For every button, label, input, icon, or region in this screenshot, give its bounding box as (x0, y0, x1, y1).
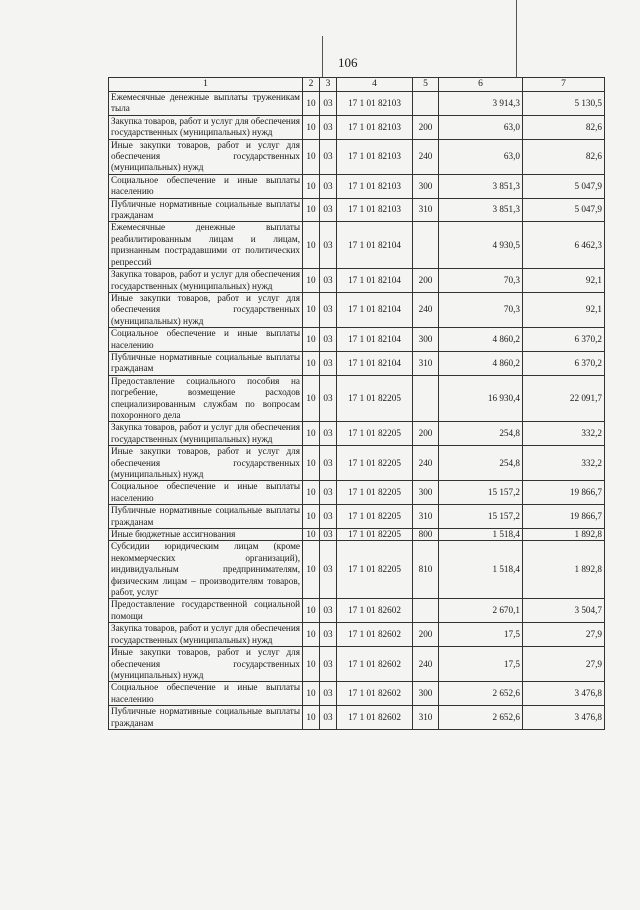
row-target-article: 17 1 01 82602 (337, 706, 413, 730)
row-amount-2: 3 476,8 (523, 682, 605, 706)
row-expense-type: 310 (413, 706, 439, 730)
row-amount-1: 70,3 (439, 269, 523, 293)
row-target-article: 17 1 01 82103 (337, 139, 413, 174)
row-amount-1: 2 652,6 (439, 706, 523, 730)
row-amount-2: 19 866,7 (523, 505, 605, 529)
row-expense-type: 810 (413, 541, 439, 599)
row-subsection: 03 (320, 351, 337, 375)
row-subsection: 03 (320, 292, 337, 327)
row-subsection: 03 (320, 623, 337, 647)
table-body (109, 92, 605, 730)
row-amount-1: 1 518,4 (439, 541, 523, 599)
row-target-article: 17 1 01 82205 (337, 375, 413, 422)
table-row (109, 292, 605, 327)
row-section: 10 (303, 599, 320, 623)
row-name: Ежемесячные денежные выплаты реабилитированным лицам и лицам, признанным пострадавшими от политических репрессий (109, 222, 303, 269)
row-amount-2: 6 370,2 (523, 351, 605, 375)
row-name: Публичные нормативные социальные выплаты гражданам (109, 351, 303, 375)
row-amount-1: 63,0 (439, 115, 523, 139)
row-amount-2: 6 370,2 (523, 328, 605, 352)
row-name: Иные закупки товаров, работ и услуг для обеспечения государственных (муниципальных) нужд (109, 647, 303, 682)
row-amount-1: 15 157,2 (439, 481, 523, 505)
row-subsection: 03 (320, 706, 337, 730)
column-header-3: 3 (320, 78, 337, 92)
row-subsection: 03 (320, 505, 337, 529)
row-amount-2: 19 866,7 (523, 481, 605, 505)
row-section: 10 (303, 198, 320, 222)
row-name: Закупка товаров, работ и услуг для обеспечения государственных (муниципальных) нужд (109, 115, 303, 139)
row-amount-2: 27,9 (523, 647, 605, 682)
row-subsection: 03 (320, 222, 337, 269)
row-expense-type: 200 (413, 422, 439, 446)
table-row (109, 505, 605, 529)
row-amount-1: 63,0 (439, 139, 523, 174)
row-section: 10 (303, 706, 320, 730)
row-name: Закупка товаров, работ и услуг для обеспечения государственных (муниципальных) нужд (109, 623, 303, 647)
row-target-article: 17 1 01 82602 (337, 599, 413, 623)
row-target-article: 17 1 01 82104 (337, 269, 413, 293)
row-target-article: 17 1 01 82602 (337, 682, 413, 706)
table-row (109, 222, 605, 269)
table-row (109, 422, 605, 446)
row-expense-type: 200 (413, 269, 439, 293)
row-subsection: 03 (320, 115, 337, 139)
row-amount-2: 22 091,7 (523, 375, 605, 422)
row-expense-type: 200 (413, 115, 439, 139)
row-target-article: 17 1 01 82103 (337, 115, 413, 139)
table-row (109, 529, 605, 541)
row-expense-type: 240 (413, 446, 439, 481)
row-subsection: 03 (320, 682, 337, 706)
row-section: 10 (303, 328, 320, 352)
row-section: 10 (303, 292, 320, 327)
row-amount-2: 3 504,7 (523, 599, 605, 623)
row-section: 10 (303, 422, 320, 446)
column-header-2: 2 (303, 78, 320, 92)
scan-line-right (516, 0, 517, 78)
row-target-article: 17 1 01 82104 (337, 328, 413, 352)
table-row (109, 682, 605, 706)
column-header-5: 5 (413, 78, 439, 92)
row-section: 10 (303, 481, 320, 505)
row-name: Субсидии юридическим лицам (кроме некоммерческих организаций), индивидуальным предпринимателям, физическим лицам – производителям товаров, работ, услуг (109, 541, 303, 599)
row-target-article: 17 1 01 82205 (337, 529, 413, 541)
row-name: Социальное обеспечение и иные выплаты населению (109, 328, 303, 352)
row-target-article: 17 1 01 82205 (337, 422, 413, 446)
row-amount-2: 332,2 (523, 422, 605, 446)
row-subsection: 03 (320, 541, 337, 599)
row-expense-type: 200 (413, 623, 439, 647)
column-header-1: 1 (109, 78, 303, 92)
row-amount-2: 3 476,8 (523, 706, 605, 730)
row-amount-1: 254,8 (439, 446, 523, 481)
page-number: 106 (338, 55, 358, 70)
row-amount-2: 82,6 (523, 115, 605, 139)
row-target-article: 17 1 01 82103 (337, 174, 413, 198)
row-expense-type: 310 (413, 505, 439, 529)
row-expense-type (413, 599, 439, 623)
table-row (109, 706, 605, 730)
row-amount-1: 17,5 (439, 623, 523, 647)
row-expense-type: 300 (413, 174, 439, 198)
row-target-article: 17 1 01 82602 (337, 647, 413, 682)
row-expense-type (413, 92, 439, 116)
table-row (109, 139, 605, 174)
row-amount-1: 3 914,3 (439, 92, 523, 116)
row-amount-2: 6 462,3 (523, 222, 605, 269)
row-name: Иные закупки товаров, работ и услуг для обеспечения государственных (муниципальных) нужд (109, 446, 303, 481)
row-name: Социальное обеспечение и иные выплаты населению (109, 682, 303, 706)
row-target-article: 17 1 01 82104 (337, 351, 413, 375)
table-row (109, 599, 605, 623)
row-section: 10 (303, 115, 320, 139)
row-section: 10 (303, 647, 320, 682)
table-row (109, 541, 605, 599)
row-name: Социальное обеспечение и иные выплаты населению (109, 174, 303, 198)
row-name: Публичные нормативные социальные выплаты гражданам (109, 505, 303, 529)
row-subsection: 03 (320, 375, 337, 422)
row-name: Иные закупки товаров, работ и услуг для обеспечения государственных (муниципальных) нужд (109, 292, 303, 327)
row-expense-type: 300 (413, 481, 439, 505)
row-section: 10 (303, 682, 320, 706)
row-expense-type: 300 (413, 682, 439, 706)
row-subsection: 03 (320, 92, 337, 116)
row-amount-1: 17,5 (439, 647, 523, 682)
row-subsection: 03 (320, 481, 337, 505)
row-amount-1: 254,8 (439, 422, 523, 446)
column-number-row (109, 78, 605, 92)
row-subsection: 03 (320, 269, 337, 293)
row-subsection: 03 (320, 328, 337, 352)
column-header-7: 7 (523, 78, 605, 92)
budget-table (108, 77, 605, 730)
row-expense-type: 240 (413, 647, 439, 682)
row-target-article: 17 1 01 82103 (337, 92, 413, 116)
row-amount-2: 5 047,9 (523, 198, 605, 222)
row-expense-type: 800 (413, 529, 439, 541)
row-target-article: 17 1 01 82205 (337, 505, 413, 529)
table-row (109, 269, 605, 293)
row-section: 10 (303, 505, 320, 529)
row-section: 10 (303, 269, 320, 293)
row-subsection: 03 (320, 647, 337, 682)
row-amount-2: 1 892,8 (523, 541, 605, 599)
row-amount-2: 92,1 (523, 269, 605, 293)
row-amount-1: 3 851,3 (439, 174, 523, 198)
row-name: Ежемесячные денежные выплаты труженикам тыла (109, 92, 303, 116)
table-row (109, 647, 605, 682)
row-target-article: 17 1 01 82104 (337, 222, 413, 269)
row-subsection: 03 (320, 198, 337, 222)
row-name: Иные закупки товаров, работ и услуг для обеспечения государственных (муниципальных) нужд (109, 139, 303, 174)
row-amount-1: 4 860,2 (439, 351, 523, 375)
row-amount-1: 15 157,2 (439, 505, 523, 529)
row-subsection: 03 (320, 599, 337, 623)
row-target-article: 17 1 01 82205 (337, 446, 413, 481)
row-section: 10 (303, 375, 320, 422)
scan-line-left (322, 36, 323, 78)
row-section: 10 (303, 529, 320, 541)
column-header-6: 6 (439, 78, 523, 92)
row-target-article: 17 1 01 82103 (337, 198, 413, 222)
row-name: Публичные нормативные социальные выплаты гражданам (109, 706, 303, 730)
row-subsection: 03 (320, 422, 337, 446)
row-amount-1: 2 670,1 (439, 599, 523, 623)
row-amount-2: 5 047,9 (523, 174, 605, 198)
row-amount-2: 27,9 (523, 623, 605, 647)
row-section: 10 (303, 446, 320, 481)
row-amount-1: 16 930,4 (439, 375, 523, 422)
row-expense-type (413, 375, 439, 422)
table-row (109, 328, 605, 352)
row-amount-1: 4 860,2 (439, 328, 523, 352)
row-section: 10 (303, 174, 320, 198)
row-amount-2: 5 130,5 (523, 92, 605, 116)
table-row (109, 174, 605, 198)
column-header-4: 4 (337, 78, 413, 92)
row-expense-type: 240 (413, 292, 439, 327)
row-name: Социальное обеспечение и иные выплаты населению (109, 481, 303, 505)
row-target-article: 17 1 01 82205 (337, 481, 413, 505)
row-amount-2: 82,6 (523, 139, 605, 174)
row-name: Закупка товаров, работ и услуг для обеспечения государственных (муниципальных) нужд (109, 269, 303, 293)
row-subsection: 03 (320, 174, 337, 198)
table-row (109, 623, 605, 647)
row-section: 10 (303, 623, 320, 647)
table-row (109, 92, 605, 116)
row-name: Предоставление социального пособия на погребение, возмещение расходов специализированным службам по вопросам похоронного дела (109, 375, 303, 422)
table-row (109, 375, 605, 422)
row-target-article: 17 1 01 82602 (337, 623, 413, 647)
row-amount-2: 1 892,8 (523, 529, 605, 541)
row-amount-2: 92,1 (523, 292, 605, 327)
row-amount-1: 1 518,4 (439, 529, 523, 541)
row-name: Предоставление государственной социальной помощи (109, 599, 303, 623)
row-section: 10 (303, 222, 320, 269)
row-target-article: 17 1 01 82104 (337, 292, 413, 327)
row-expense-type: 310 (413, 351, 439, 375)
row-amount-2: 332,2 (523, 446, 605, 481)
row-name: Иные бюджетные ассигнования (109, 529, 303, 541)
table-row (109, 198, 605, 222)
row-section: 10 (303, 92, 320, 116)
table-row (109, 351, 605, 375)
row-name: Публичные нормативные социальные выплаты гражданам (109, 198, 303, 222)
row-subsection: 03 (320, 139, 337, 174)
row-expense-type (413, 222, 439, 269)
table-row (109, 115, 605, 139)
row-section: 10 (303, 139, 320, 174)
row-expense-type: 240 (413, 139, 439, 174)
table-row (109, 481, 605, 505)
row-target-article: 17 1 01 82205 (337, 541, 413, 599)
table-row (109, 446, 605, 481)
row-subsection: 03 (320, 529, 337, 541)
row-expense-type: 300 (413, 328, 439, 352)
row-amount-1: 70,3 (439, 292, 523, 327)
row-amount-1: 4 930,5 (439, 222, 523, 269)
row-section: 10 (303, 351, 320, 375)
row-amount-1: 3 851,3 (439, 198, 523, 222)
row-subsection: 03 (320, 446, 337, 481)
row-amount-1: 2 652,6 (439, 682, 523, 706)
row-section: 10 (303, 541, 320, 599)
row-expense-type: 310 (413, 198, 439, 222)
row-name: Закупка товаров, работ и услуг для обеспечения государственных (муниципальных) нужд (109, 422, 303, 446)
